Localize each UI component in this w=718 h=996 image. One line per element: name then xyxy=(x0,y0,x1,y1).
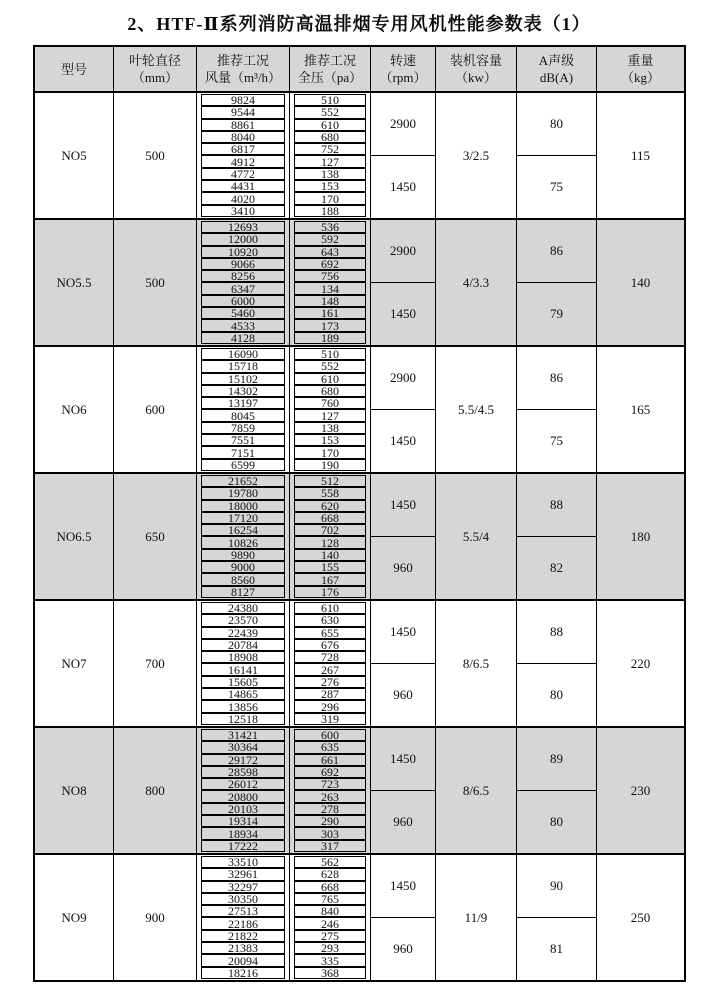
pressure-value-cell: 296 xyxy=(294,700,366,712)
pressure-value-cell: 317 xyxy=(294,840,366,852)
speed-low-cell: 960 xyxy=(393,814,413,829)
page-title: 2、HTF-Ⅱ系列消防高温排烟专用风机性能参数表（1） xyxy=(127,14,591,34)
pressure-value-cell: 760 xyxy=(294,397,366,409)
flow-value-cell: 18000 xyxy=(201,500,285,512)
flow-value-cell: 15102 xyxy=(201,373,285,385)
pressure-value-cell: 510 xyxy=(294,94,366,106)
pressure-value-cell: 189 xyxy=(294,332,366,344)
noise-column xyxy=(517,220,597,345)
flow-value-cell: 8256 xyxy=(201,270,285,282)
noise-column xyxy=(517,855,597,980)
flow-value-cell: 4772 xyxy=(201,168,285,180)
speed-column xyxy=(371,347,436,472)
pressure-value-cell: 335 xyxy=(294,954,366,966)
pressure-value-cell: 680 xyxy=(294,131,366,143)
pressure-column xyxy=(290,728,371,853)
table-header-row xyxy=(35,47,684,93)
header-label: 转速 xyxy=(389,53,416,68)
flow-value-cell: 6000 xyxy=(201,295,285,307)
header-unit: （mm） xyxy=(131,70,179,85)
flow-value-cell: 9066 xyxy=(201,258,285,270)
speed-low-cell: 960 xyxy=(393,687,413,702)
flow-value-cell: 18216 xyxy=(201,967,285,979)
flow-value-cell: 30350 xyxy=(201,893,285,905)
header-unit: 风量（m³/h） xyxy=(204,70,282,85)
flow-value-cell: 3410 xyxy=(201,205,285,217)
fan-performance-table xyxy=(33,45,686,982)
flow-value-cell: 6347 xyxy=(201,282,285,294)
pressure-value-cell: 628 xyxy=(294,868,366,880)
model-cell: NO5.5 xyxy=(35,220,114,345)
flow-value-cell: 4431 xyxy=(201,180,285,192)
pressure-value-cell: 552 xyxy=(294,106,366,118)
pressure-value-cell: 275 xyxy=(294,930,366,942)
flow-value-cell: 9544 xyxy=(201,106,285,118)
header-cell-capacity xyxy=(436,47,517,91)
pressure-value-cell: 610 xyxy=(294,119,366,131)
model-block-NO5.5 xyxy=(35,220,684,347)
weight-cell: 165 xyxy=(630,401,651,417)
flow-value-cell: 7151 xyxy=(201,446,285,458)
header-label: 型号 xyxy=(60,61,87,77)
header-cell-pressure xyxy=(290,47,371,91)
diameter-cell: 500 xyxy=(114,220,197,345)
pressure-value-cell: 752 xyxy=(294,143,366,155)
weight-cell: 140 xyxy=(630,274,651,290)
header-unit: 全压（pa） xyxy=(297,70,363,85)
pressure-value-cell: 610 xyxy=(294,373,366,385)
header-label: 重量 xyxy=(627,53,654,68)
pressure-value-cell: 303 xyxy=(294,827,366,839)
flow-value-cell: 9890 xyxy=(201,549,285,561)
flow-value-cell: 12518 xyxy=(201,713,285,725)
flow-value-cell: 16254 xyxy=(201,524,285,536)
speed-high-cell: 1450 xyxy=(371,855,435,918)
flow-value-cell: 14302 xyxy=(201,385,285,397)
capacity-cell: 4/3.3 xyxy=(436,220,517,345)
flow-value-cell: 8127 xyxy=(201,586,285,598)
flow-value-cell: 4912 xyxy=(201,155,285,167)
header-label: A声级 xyxy=(538,53,575,68)
flow-value-cell: 22186 xyxy=(201,917,285,929)
pressure-value-cell: 290 xyxy=(294,815,366,827)
header-cell-model xyxy=(35,47,114,91)
speed-high-cell: 1450 xyxy=(371,474,435,537)
model-block-NO6 xyxy=(35,347,684,474)
header-unit: （rpm） xyxy=(379,70,427,85)
pressure-value-cell: 536 xyxy=(294,221,366,233)
noise-high-cell: 86 xyxy=(517,220,596,283)
pressure-value-cell: 765 xyxy=(294,893,366,905)
weight-cell: 115 xyxy=(630,147,651,163)
pressure-value-cell: 680 xyxy=(294,385,366,397)
pressure-value-cell: 293 xyxy=(294,942,366,954)
pressure-value-cell: 138 xyxy=(294,168,366,180)
model-cell: NO9 xyxy=(35,855,114,980)
flow-value-cell: 32961 xyxy=(201,868,285,880)
model-cell: NO6.5 xyxy=(35,474,114,599)
speed-column xyxy=(371,855,436,980)
header-cell-speed xyxy=(371,47,436,91)
pressure-value-cell: 148 xyxy=(294,295,366,307)
noise-column xyxy=(517,601,597,726)
flow-value-cell: 31421 xyxy=(201,729,285,741)
weight-cell: 180 xyxy=(630,528,651,544)
pressure-value-cell: 167 xyxy=(294,573,366,585)
pressure-value-cell: 127 xyxy=(294,409,366,421)
pressure-value-cell: 170 xyxy=(294,192,366,204)
flow-value-cell: 14865 xyxy=(201,688,285,700)
pressure-value-cell: 562 xyxy=(294,856,366,868)
pressure-value-cell: 692 xyxy=(294,766,366,778)
flow-value-cell: 18934 xyxy=(201,827,285,839)
pressure-value-cell: 655 xyxy=(294,627,366,639)
header-cell-noise xyxy=(517,47,597,91)
header-cell-weight xyxy=(597,47,684,91)
model-block-NO8 xyxy=(35,728,684,855)
pressure-value-cell: 278 xyxy=(294,803,366,815)
pressure-value-cell: 552 xyxy=(294,360,366,372)
flow-value-cell: 4128 xyxy=(201,332,285,344)
flow-value-cell: 33510 xyxy=(201,856,285,868)
header-label: 装机容量 xyxy=(449,53,502,68)
flow-column xyxy=(197,855,290,980)
flow-column xyxy=(197,728,290,853)
flow-value-cell: 12693 xyxy=(201,221,285,233)
pressure-value-cell: 153 xyxy=(294,180,366,192)
pressure-value-cell: 558 xyxy=(294,487,366,499)
flow-value-cell: 32297 xyxy=(201,881,285,893)
pressure-value-cell: 702 xyxy=(294,524,366,536)
flow-value-cell: 17120 xyxy=(201,512,285,524)
flow-value-cell: 19314 xyxy=(201,815,285,827)
flow-value-cell: 15605 xyxy=(201,676,285,688)
noise-high-cell: 88 xyxy=(517,474,596,537)
pressure-value-cell: 723 xyxy=(294,778,366,790)
speed-low-cell: 1450 xyxy=(390,306,416,321)
diameter-cell: 600 xyxy=(114,347,197,472)
pressure-value-cell: 267 xyxy=(294,663,366,675)
model-block-NO9 xyxy=(35,855,684,980)
pressure-value-cell: 630 xyxy=(294,614,366,626)
flow-value-cell: 20103 xyxy=(201,803,285,815)
capacity-cell: 3/2.5 xyxy=(436,93,517,218)
noise-high-cell: 86 xyxy=(517,347,596,410)
pressure-column xyxy=(290,474,371,599)
noise-high-cell: 89 xyxy=(517,728,596,791)
flow-value-cell: 4020 xyxy=(201,192,285,204)
noise-low-cell: 80 xyxy=(550,687,563,702)
pressure-value-cell: 153 xyxy=(294,434,366,446)
speed-low-cell: 960 xyxy=(393,560,413,575)
speed-high-cell: 2900 xyxy=(371,347,435,410)
header-cell-flow xyxy=(197,47,290,91)
pressure-value-cell: 246 xyxy=(294,917,366,929)
flow-value-cell: 15718 xyxy=(201,360,285,372)
speed-low-cell: 1450 xyxy=(390,179,416,194)
noise-low-cell: 79 xyxy=(550,306,563,321)
pressure-value-cell: 173 xyxy=(294,319,366,331)
pressure-value-cell: 668 xyxy=(294,512,366,524)
flow-value-cell: 12000 xyxy=(201,233,285,245)
speed-column xyxy=(371,728,436,853)
flow-value-cell: 6817 xyxy=(201,143,285,155)
noise-high-cell: 88 xyxy=(517,601,596,664)
model-block-NO5 xyxy=(35,93,684,220)
noise-column xyxy=(517,93,597,218)
flow-value-cell: 21383 xyxy=(201,942,285,954)
pressure-value-cell: 170 xyxy=(294,446,366,458)
flow-value-cell: 6599 xyxy=(201,459,285,471)
speed-high-cell: 2900 xyxy=(371,93,435,156)
pressure-value-cell: 319 xyxy=(294,713,366,725)
weight-cell: 250 xyxy=(630,909,651,925)
pressure-value-cell: 620 xyxy=(294,500,366,512)
pressure-value-cell: 600 xyxy=(294,729,366,741)
model-cell: NO5 xyxy=(35,93,114,218)
noise-column xyxy=(517,728,597,853)
flow-value-cell: 10920 xyxy=(201,246,285,258)
pressure-value-cell: 368 xyxy=(294,967,366,979)
pressure-value-cell: 756 xyxy=(294,270,366,282)
pressure-value-cell: 161 xyxy=(294,307,366,319)
header-label: 叶轮直径 xyxy=(128,53,181,68)
flow-value-cell: 23570 xyxy=(201,614,285,626)
flow-value-cell: 10826 xyxy=(201,536,285,548)
flow-value-cell: 28598 xyxy=(201,766,285,778)
flow-value-cell: 8560 xyxy=(201,573,285,585)
diameter-cell: 500 xyxy=(114,93,197,218)
pressure-value-cell: 190 xyxy=(294,459,366,471)
speed-column xyxy=(371,601,436,726)
capacity-cell: 8/6.5 xyxy=(436,728,517,853)
pressure-value-cell: 592 xyxy=(294,233,366,245)
speed-low-cell: 1450 xyxy=(390,433,416,448)
flow-value-cell: 16090 xyxy=(201,348,285,360)
pressure-value-cell: 127 xyxy=(294,155,366,167)
flow-value-cell: 17222 xyxy=(201,840,285,852)
diameter-cell: 700 xyxy=(114,601,197,726)
model-cell: NO8 xyxy=(35,728,114,853)
header-cell-diameter xyxy=(114,47,197,91)
pressure-value-cell: 728 xyxy=(294,651,366,663)
pressure-value-cell: 668 xyxy=(294,881,366,893)
flow-value-cell: 8045 xyxy=(201,409,285,421)
speed-high-cell: 1450 xyxy=(371,728,435,791)
noise-low-cell: 82 xyxy=(550,560,563,575)
table-body xyxy=(35,93,684,980)
noise-column xyxy=(517,347,597,472)
speed-column xyxy=(371,220,436,345)
pressure-value-cell: 276 xyxy=(294,676,366,688)
flow-value-cell: 9824 xyxy=(201,94,285,106)
weight-cell: 220 xyxy=(630,655,651,671)
flow-value-cell: 21822 xyxy=(201,930,285,942)
pressure-value-cell: 510 xyxy=(294,348,366,360)
capacity-cell: 5.5/4 xyxy=(436,474,517,599)
pressure-value-cell: 643 xyxy=(294,246,366,258)
pressure-column xyxy=(290,347,371,472)
flow-value-cell: 20784 xyxy=(201,639,285,651)
pressure-value-cell: 188 xyxy=(294,205,366,217)
flow-value-cell: 18908 xyxy=(201,651,285,663)
header-unit: （kg） xyxy=(620,70,660,85)
noise-high-cell: 80 xyxy=(517,93,596,156)
speed-column xyxy=(371,474,436,599)
capacity-cell: 5.5/4.5 xyxy=(436,347,517,472)
flow-value-cell: 29172 xyxy=(201,754,285,766)
noise-column xyxy=(517,474,597,599)
capacity-cell: 11/9 xyxy=(436,855,517,980)
speed-high-cell: 1450 xyxy=(371,601,435,664)
pressure-value-cell: 155 xyxy=(294,561,366,573)
weight-cell: 230 xyxy=(630,782,651,798)
noise-high-cell: 90 xyxy=(517,855,596,918)
pressure-value-cell: 134 xyxy=(294,282,366,294)
flow-value-cell: 16141 xyxy=(201,663,285,675)
flow-value-cell: 7859 xyxy=(201,422,285,434)
flow-value-cell: 13197 xyxy=(201,397,285,409)
speed-low-cell: 960 xyxy=(393,941,413,956)
pressure-value-cell: 140 xyxy=(294,549,366,561)
pressure-value-cell: 840 xyxy=(294,905,366,917)
diameter-cell: 650 xyxy=(114,474,197,599)
pressure-value-cell: 263 xyxy=(294,790,366,802)
pressure-value-cell: 512 xyxy=(294,475,366,487)
header-label: 推荐工况 xyxy=(303,53,356,68)
flow-value-cell: 30364 xyxy=(201,741,285,753)
pressure-column xyxy=(290,220,371,345)
pressure-column xyxy=(290,601,371,726)
header-label: 推荐工况 xyxy=(216,53,269,68)
pressure-value-cell: 610 xyxy=(294,602,366,614)
header-unit: dB(A) xyxy=(539,70,574,85)
flow-value-cell: 20094 xyxy=(201,954,285,966)
flow-column xyxy=(197,93,290,218)
pressure-value-cell: 661 xyxy=(294,754,366,766)
model-cell: NO6 xyxy=(35,347,114,472)
model-cell: NO7 xyxy=(35,601,114,726)
model-block-NO7 xyxy=(35,601,684,728)
flow-value-cell: 22439 xyxy=(201,627,285,639)
flow-value-cell: 8040 xyxy=(201,131,285,143)
pressure-value-cell: 287 xyxy=(294,688,366,700)
flow-value-cell: 13856 xyxy=(201,700,285,712)
flow-value-cell: 24380 xyxy=(201,602,285,614)
flow-value-cell: 20800 xyxy=(201,790,285,802)
pressure-column xyxy=(290,855,371,980)
flow-value-cell: 21652 xyxy=(201,475,285,487)
flow-value-cell: 26012 xyxy=(201,778,285,790)
capacity-cell: 8/6.5 xyxy=(436,601,517,726)
diameter-cell: 900 xyxy=(114,855,197,980)
pressure-value-cell: 128 xyxy=(294,536,366,548)
flow-value-cell: 27513 xyxy=(201,905,285,917)
noise-low-cell: 81 xyxy=(550,941,563,956)
flow-value-cell: 4533 xyxy=(201,319,285,331)
flow-value-cell: 8861 xyxy=(201,119,285,131)
pressure-value-cell: 138 xyxy=(294,422,366,434)
header-unit: （kw） xyxy=(455,70,497,85)
flow-column xyxy=(197,601,290,726)
speed-column xyxy=(371,93,436,218)
flow-column xyxy=(197,220,290,345)
flow-value-cell: 9000 xyxy=(201,561,285,573)
flow-value-cell: 7551 xyxy=(201,434,285,446)
pressure-value-cell: 176 xyxy=(294,586,366,598)
diameter-cell: 800 xyxy=(114,728,197,853)
flow-column xyxy=(197,347,290,472)
pressure-value-cell: 692 xyxy=(294,258,366,270)
pressure-column xyxy=(290,93,371,218)
flow-value-cell: 5460 xyxy=(201,307,285,319)
pressure-value-cell: 676 xyxy=(294,639,366,651)
noise-low-cell: 75 xyxy=(550,179,563,194)
noise-low-cell: 75 xyxy=(550,433,563,448)
model-block-NO6.5 xyxy=(35,474,684,601)
pressure-value-cell: 635 xyxy=(294,741,366,753)
flow-value-cell: 19780 xyxy=(201,487,285,499)
flow-column xyxy=(197,474,290,599)
speed-high-cell: 2900 xyxy=(371,220,435,283)
noise-low-cell: 80 xyxy=(550,814,563,829)
